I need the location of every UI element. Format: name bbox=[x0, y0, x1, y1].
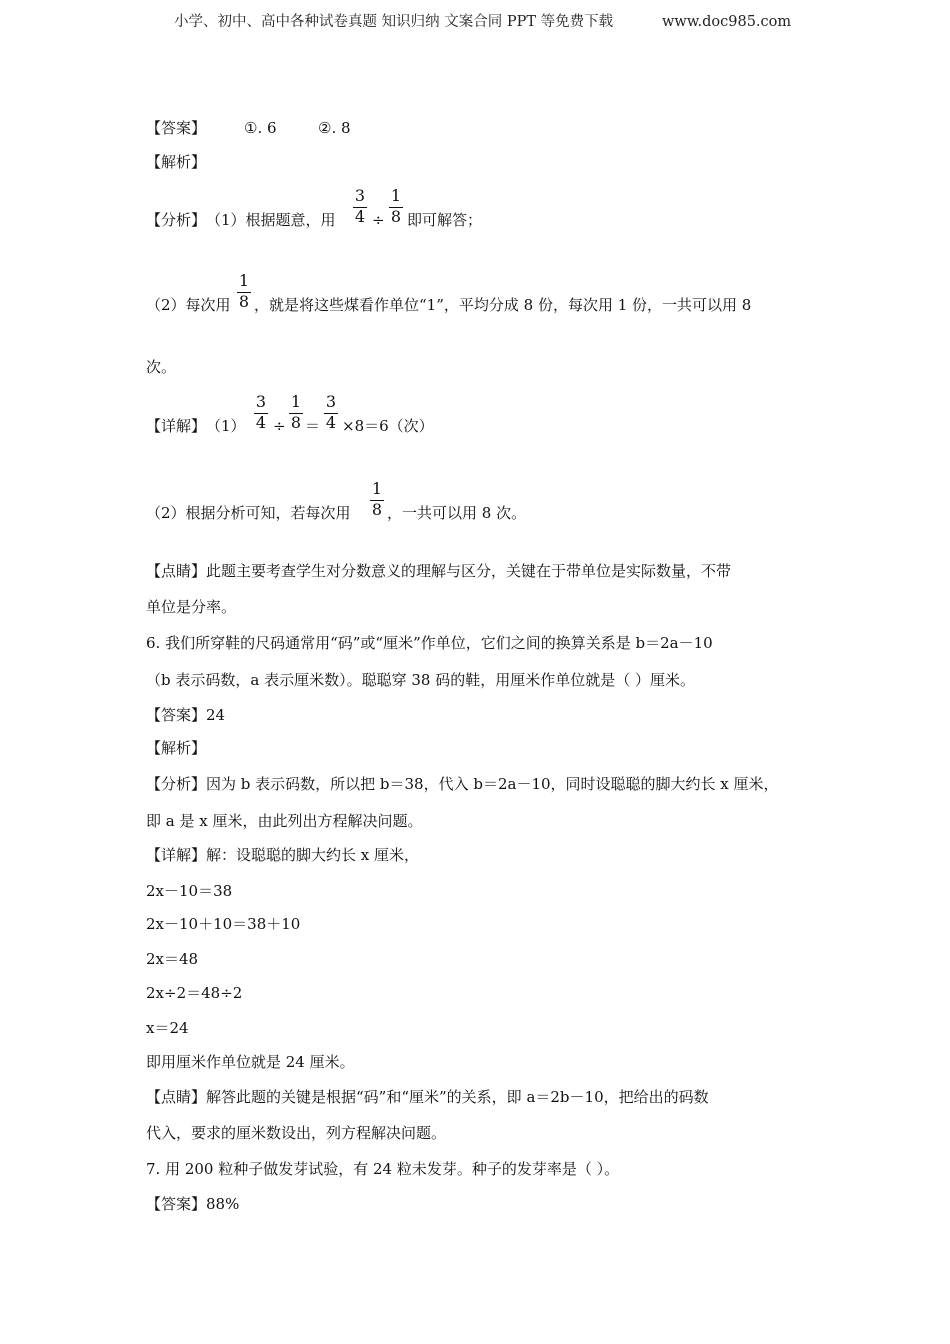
equation-step: 2x＝48 bbox=[146, 950, 199, 968]
comment-line-2: 单位是分率。 bbox=[146, 598, 237, 616]
fraction-one-eighth bbox=[289, 394, 303, 433]
q6-analysis-2: 即 a 是 x 厘米，由此列出方程解决问题。 bbox=[146, 812, 423, 830]
q6-jiexi: 【解析】 bbox=[146, 739, 207, 757]
analysis-2-text: （2）每次用 bbox=[146, 296, 231, 314]
fraction-numerator: 1 bbox=[390, 186, 402, 205]
fraction-numerator: 3 bbox=[255, 392, 267, 411]
fraction-denominator: 8 bbox=[371, 500, 383, 519]
detail-label: 【详解】 bbox=[146, 417, 207, 435]
fraction-three-quarters bbox=[324, 394, 338, 433]
fraction-denominator: 4 bbox=[325, 413, 337, 432]
equation-step: x＝24 bbox=[146, 1019, 189, 1037]
q6-comment-1: 【点睛】解答此题的关键是根据“码”和“厘米”的关系，即 a＝2b－10，把给出的码数 bbox=[146, 1088, 709, 1106]
analysis-1-tail: 即可解答； bbox=[407, 211, 483, 229]
q6-conclusion: 即用厘米作单位就是 24 厘米。 bbox=[146, 1053, 355, 1071]
q6-comment-2: 代入，要求的厘米数设出，列方程解决问题。 bbox=[146, 1124, 447, 1142]
fraction-numerator: 3 bbox=[354, 186, 366, 205]
fraction-denominator: 8 bbox=[238, 292, 250, 311]
detail-1-prefix: （1） bbox=[206, 417, 246, 435]
q7-answer: 【答案】88% bbox=[146, 1195, 240, 1213]
header-site[interactable]: www.doc985.com bbox=[662, 14, 792, 30]
fraction-denominator: 4 bbox=[354, 207, 366, 226]
equals-sign: ＝ bbox=[305, 417, 321, 435]
fraction-denominator: 4 bbox=[255, 413, 267, 432]
equation-step: 2x－10＋10＝38＋10 bbox=[146, 915, 301, 933]
fraction-one-eighth bbox=[389, 188, 403, 227]
q6-answer: 【答案】24 bbox=[146, 706, 226, 724]
answer-item-2: ②. 8 bbox=[318, 119, 351, 137]
header-banner: 小学、初中、高中各种试卷真题 知识归纳 文案合同 PPT 等免费下载 bbox=[174, 14, 614, 30]
q6-detail: 【详解】解：设聪聪的脚大约长 x 厘米， bbox=[146, 846, 419, 864]
equation-step: 2x－10＝38 bbox=[146, 882, 233, 900]
detail-1-result: ×8＝6（次） bbox=[342, 417, 434, 435]
fraction-three-quarters bbox=[254, 394, 268, 433]
analysis-2-tail: ，就是将这些煤看作单位“1”，平均分成 8 份，每次用 1 份，一共可以用 8 bbox=[254, 296, 752, 314]
question-6-line-1: 6. 我们所穿鞋的尺码通常用“码”或“厘米”作单位，它们之间的换算关系是 b＝2a－10 bbox=[146, 634, 713, 652]
fraction-three-quarters bbox=[353, 188, 367, 227]
fraction-numerator: 3 bbox=[325, 392, 337, 411]
jiexi-label: 【解析】 bbox=[146, 153, 207, 171]
fraction-one-eighth bbox=[370, 481, 384, 520]
division-sign: ÷ bbox=[372, 211, 385, 229]
answer-item-1: ①. 6 bbox=[244, 119, 277, 137]
question-7-line-1: 7. 用 200 粒种子做发芽试验，有 24 粒未发芽。种子的发芽率是（ ）。 bbox=[146, 1160, 620, 1178]
q6-analysis-1: 【分析】因为 b 表示码数，所以把 b＝38，代入 b＝2a－10，同时设聪聪的脚大约长 x 厘米， bbox=[146, 775, 779, 793]
detail-2-tail: ，一共可以用 8 次。 bbox=[387, 504, 527, 522]
fraction-numerator: 1 bbox=[290, 392, 302, 411]
fraction-numerator: 1 bbox=[371, 479, 383, 498]
analysis-1-text: （1）根据题意，用 bbox=[206, 211, 336, 229]
question-6-line-2: （b 表示码数，a 表示厘米数）。聪聪穿 38 码的鞋，用厘米作单位就是（ ）厘米。 bbox=[146, 671, 695, 689]
equation-step: 2x÷2＝48÷2 bbox=[146, 984, 243, 1002]
detail-2-text: （2）根据分析可知，若每次用 bbox=[146, 504, 351, 522]
fraction-denominator: 8 bbox=[390, 207, 402, 226]
analysis-2-cont: 次。 bbox=[146, 358, 177, 376]
answer-label: 【答案】 bbox=[146, 119, 207, 137]
fraction-denominator: 8 bbox=[290, 413, 302, 432]
fraction-numerator: 1 bbox=[238, 271, 250, 290]
division-sign: ÷ bbox=[273, 417, 286, 435]
analysis-label: 【分析】 bbox=[146, 211, 207, 229]
fraction-one-eighth bbox=[237, 273, 251, 312]
comment-line-1: 【点睛】此题主要考查学生对分数意义的理解与区分，关键在于带单位是实际数量，不带 bbox=[146, 562, 732, 580]
